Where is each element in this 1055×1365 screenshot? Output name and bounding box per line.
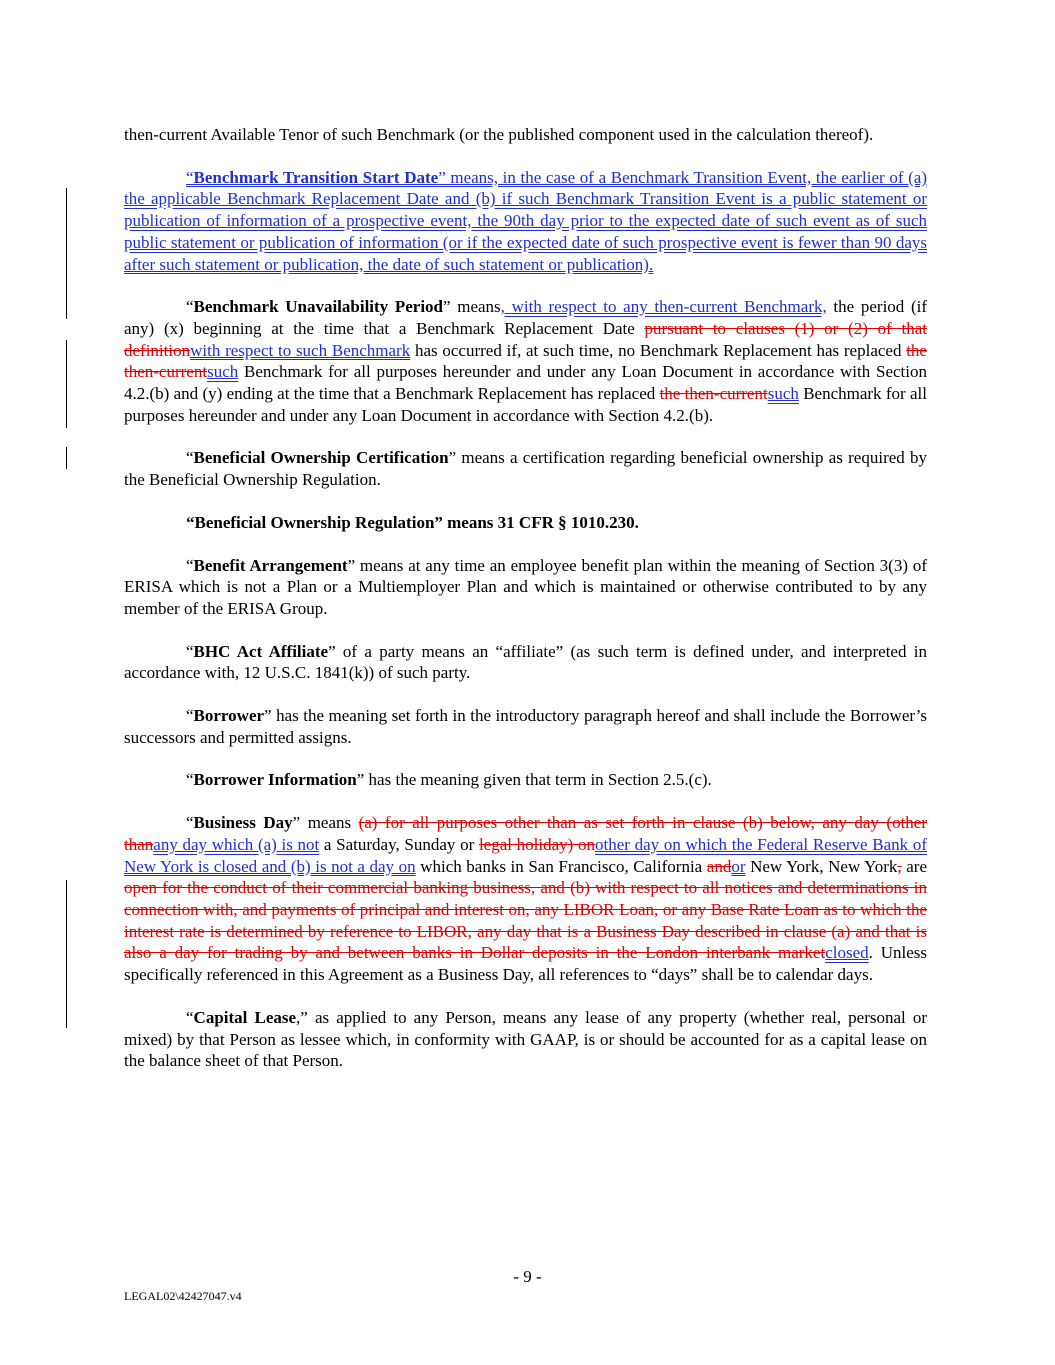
defined-term: Benefit Arrangement [193,555,348,575]
deleted-text: legal holiday) on [478,834,595,854]
inserted-text: “Benchmark Transition Start Date” means, in the case of a Benchmark Transition Event, the earlier of (a) the applicable Benchmark Replacement Date and (b) if such Benchmark Transition Event is a public statement or publication of information of a prospective event, the 90th day prior to the expected date of such event as of such public statement or publication of information (or if the expected date of such prospective event is fewer than 90 days after such statement or publication, the date of such statement or publication). [124,167,927,274]
deleted-text: the then-current [124,340,927,382]
deleted-text: , [897,856,902,876]
deleted-text: open for the conduct of their commercial banking business, and (b) with respect to all notices and determinations in connection with, and payments of principal and interest on, any LIBOR Loan, or any Base Rate Loan as to which the interest rate is determined by reference to LIBOR, any day that is a Business Day described in clause (a) and that is also a day for trading by and between banks in Dollar deposits in the London interbank market [124,878,927,963]
definition-benchmark-unavailability-period: “Benchmark Unavailability Period” means, with respect to any then-current Benchmark, the period (if any) (x) beginning at the time that a Benchmark Replacement Date pursuant to clauses (1) or (2) of that definitionwith respect to such Benchmark has occurred if, at such time, no Benchmark Replacement has replaced the then-currentsuch Benchmark for all purposes hereunder and under any Loan Document in accordance with Section 4.2.(b) and (y) ending at the time that a Benchmark Replacement has replaced the then-currentsuch Benchmark for all purposes hereunder and under any Loan Document in accordance with Section 4.2.(b). [124,297,928,425]
defined-term: Business Day [193,813,293,833]
definition-beneficial-ownership-certification: “Beneficial Ownership Certification” means a certification regarding beneficial ownership as required by the Beneficial Ownership Regulation. [124,448,927,490]
change-bar [66,340,67,428]
inserted-text: any day which (a) is not [153,834,320,854]
document-id: LEGAL02\42427047.v4 [124,1289,242,1303]
defined-term: Beneficial Ownership Certification [193,448,449,468]
change-bar [66,447,67,469]
definition-capital-lease: “Capital Lease,” as applied to any Person, means any lease of any property (whether real, personal or mixed) by that Person as lessee which, in conformity with GAAP, is or should be accounted for as a capital lease on the balance sheet of that Person. [124,1007,927,1071]
inserted-text: or [731,856,746,876]
inserted-text: with respect to such Benchmark [190,340,411,360]
inserted-text: such [767,384,799,404]
definition-beneficial-ownership-regulation: “Beneficial Ownership Regulation” means 31 CFR § 1010.230. [186,512,639,532]
document-page [124,124,927,1093]
change-bar [66,880,67,1028]
change-bar [66,188,67,319]
page-number: - 9 - [513,1267,542,1286]
defined-term: Borrower Information [193,770,357,790]
defined-term: Borrower [193,706,265,726]
definition-borrower-information: “Borrower Information” has the meaning given that term in Section 2.5.(c). [186,770,712,790]
defined-term: Benchmark Unavailability Period [193,297,444,317]
inserted-text: such [207,362,239,382]
deleted-text: the then-current [659,384,768,404]
definition-bhc-act-affiliate: “BHC Act Affiliate” of a party means an “affiliate” (as such term is defined under, and interpreted in accordance with, 12 U.S.C. 1841(k)) of such party. [124,641,928,683]
defined-term: Benchmark Transition Start Date [193,167,439,187]
defined-term: Capital Lease [193,1007,297,1027]
definition-business-day: “Business Day” means (a) for all purposes other than as set forth in clause (b) below, any day (other thanany day which (a) is not a Saturday, Sunday or legal holiday) onother day on which the Federal Reserve Bank of New York is closed and (b) is not a day on which banks in San Francisco, California andor New York, New York, are open for the conduct of their commercial banking business, and (b) with respect to all notices and determinations in connection with, and payments of principal and interest on, any LIBOR Loan, or any Base Rate Loan as to which the interest rate is determined by reference to LIBOR, any day that is a Business Day described in clause (a) and that is also a day for trading by and between banks in Dollar deposits in the London interbank marketclosed. Unless specifically referenced in this Agreement as a Business Day, all references to “days” shall be to calendar days. [124,813,927,985]
definition-borrower: “Borrower” has the meaning set forth in the introductory paragraph hereof and shall include the Borrower’s successors and permitted assigns. [124,706,927,747]
inserted-text: other day on which the Federal Reserve Bank of New York is closed and (b) is not a day on [124,834,927,876]
continuation-paragraph: then-current Available Tenor of such Benchmark (or the published component used in the calculation thereof). [124,125,874,144]
definition-benchmark-transition-start-date [124,167,927,276]
definition-benefit-arrangement: “Benefit Arrangement” means at any time an employee benefit plan within the meaning of Section 3(3) of ERISA which is not a Plan or a Multiemployer Plan and which is maintained or otherwise contributed to by any member of the ERISA Group. [124,555,927,618]
deleted-text: and [706,856,732,876]
defined-term: BHC Act Affiliate [193,641,329,661]
deleted-text: (a) for all purposes other than as set forth in clause (b) below, any day (other than [124,813,927,854]
deleted-text: pursuant to clauses (1) or (2) of that definition [124,318,927,360]
inserted-text: , with respect to any then-current Benchmark, [500,297,827,317]
inserted-text: closed [825,943,869,963]
